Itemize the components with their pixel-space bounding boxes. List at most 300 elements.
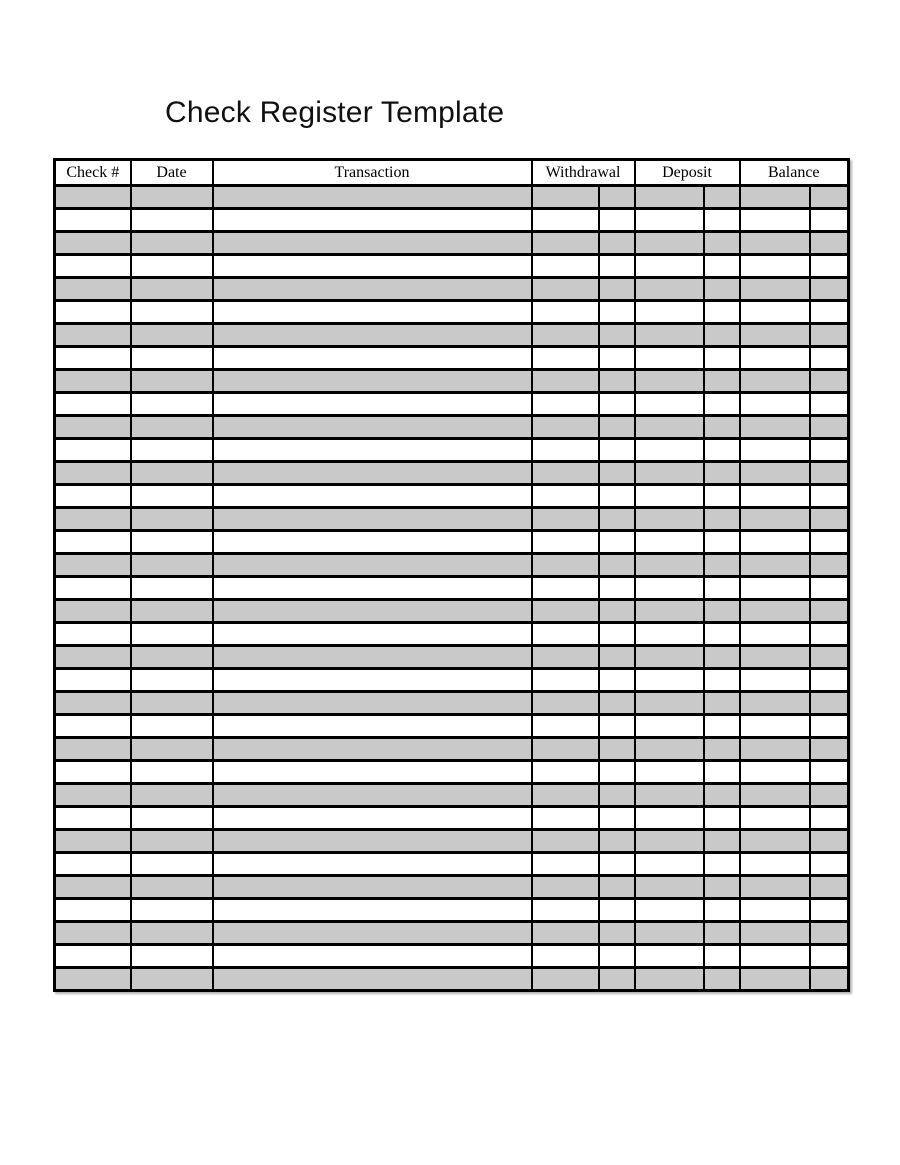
register-cell <box>635 301 704 324</box>
register-rows <box>55 186 849 991</box>
register-cell <box>599 830 635 853</box>
register-row <box>55 577 849 600</box>
register-row <box>55 531 849 554</box>
register-cell <box>810 370 849 393</box>
register-cell <box>55 784 131 807</box>
register-row <box>55 738 849 761</box>
register-cell <box>635 186 704 209</box>
register-cell <box>599 416 635 439</box>
register-cell <box>131 761 213 784</box>
register-row <box>55 393 849 416</box>
register-cell <box>599 186 635 209</box>
register-cell <box>599 968 635 991</box>
register-cell <box>532 554 599 577</box>
register-row <box>55 715 849 738</box>
column-header-date: Date <box>131 160 213 186</box>
register-cell <box>740 830 810 853</box>
register-cell <box>599 347 635 370</box>
register-cell <box>55 715 131 738</box>
register-cell <box>213 853 532 876</box>
register-cell <box>55 232 131 255</box>
register-cell <box>532 416 599 439</box>
register-cell <box>131 899 213 922</box>
register-cell <box>532 600 599 623</box>
register-cell <box>810 278 849 301</box>
register-cell <box>599 922 635 945</box>
register-row <box>55 692 849 715</box>
register-cell <box>599 669 635 692</box>
register-cell <box>131 738 213 761</box>
register-cell <box>635 347 704 370</box>
register-cell <box>599 508 635 531</box>
register-cell <box>213 807 532 830</box>
register-cell <box>55 439 131 462</box>
register-cell <box>532 485 599 508</box>
register-cell <box>810 738 849 761</box>
register-cell <box>55 462 131 485</box>
register-cell <box>131 393 213 416</box>
register-cell <box>213 600 532 623</box>
register-cell <box>55 301 131 324</box>
register-row <box>55 899 849 922</box>
register-cell <box>599 761 635 784</box>
register-cell <box>740 393 810 416</box>
register-row <box>55 347 849 370</box>
register-cell <box>599 393 635 416</box>
register-cell <box>740 876 810 899</box>
register-cell <box>704 784 740 807</box>
register-cell <box>599 255 635 278</box>
register-cell <box>213 209 532 232</box>
register-cell <box>704 968 740 991</box>
register-cell <box>635 830 704 853</box>
register-cell <box>599 232 635 255</box>
register-cell <box>810 945 849 968</box>
register-cell <box>532 370 599 393</box>
register-row <box>55 462 849 485</box>
register-cell <box>532 462 599 485</box>
register-cell <box>131 531 213 554</box>
column-header-balance: Balance <box>740 160 849 186</box>
register-cell <box>810 623 849 646</box>
register-row <box>55 370 849 393</box>
register-row <box>55 623 849 646</box>
register-cell <box>532 968 599 991</box>
register-cell <box>635 462 704 485</box>
register-cell <box>532 853 599 876</box>
register-cell <box>810 830 849 853</box>
register-cell <box>532 577 599 600</box>
register-cell <box>740 646 810 669</box>
register-cell <box>740 209 810 232</box>
register-cell <box>810 784 849 807</box>
register-cell <box>635 899 704 922</box>
register-cell <box>704 646 740 669</box>
register-cell <box>740 577 810 600</box>
register-cell <box>532 899 599 922</box>
register-cell <box>55 899 131 922</box>
register-cell <box>131 968 213 991</box>
register-cell <box>599 807 635 830</box>
register-cell <box>131 278 213 301</box>
register-cell <box>131 577 213 600</box>
register-cell <box>704 623 740 646</box>
register-cell <box>740 600 810 623</box>
register-cell <box>55 853 131 876</box>
register-cell <box>810 255 849 278</box>
register-cell <box>635 945 704 968</box>
register-cell <box>532 761 599 784</box>
register-cell <box>740 692 810 715</box>
register-cell <box>213 232 532 255</box>
register-cell <box>599 324 635 347</box>
register-cell <box>704 715 740 738</box>
register-cell <box>131 462 213 485</box>
register-cell <box>532 876 599 899</box>
register-cell <box>704 945 740 968</box>
register-cell <box>55 554 131 577</box>
register-cell <box>810 669 849 692</box>
register-row <box>55 830 849 853</box>
register-cell <box>213 393 532 416</box>
register-cell <box>635 508 704 531</box>
register-cell <box>704 692 740 715</box>
register-cell <box>55 600 131 623</box>
register-cell <box>704 485 740 508</box>
register-cell <box>55 623 131 646</box>
register-row <box>55 209 849 232</box>
register-cell <box>810 485 849 508</box>
register-cell <box>704 761 740 784</box>
register-row <box>55 232 849 255</box>
register-cell <box>704 278 740 301</box>
register-cell <box>704 324 740 347</box>
register-row <box>55 508 849 531</box>
register-cell <box>740 968 810 991</box>
register-cell <box>55 669 131 692</box>
register-cell <box>635 761 704 784</box>
register-cell <box>599 531 635 554</box>
register-cell <box>704 531 740 554</box>
register-cell <box>599 554 635 577</box>
register-cell <box>704 439 740 462</box>
register-cell <box>532 531 599 554</box>
register-cell <box>55 876 131 899</box>
register-cell <box>810 324 849 347</box>
register-cell <box>599 577 635 600</box>
register-cell <box>635 439 704 462</box>
register-cell <box>740 278 810 301</box>
register-cell <box>740 439 810 462</box>
register-cell <box>131 669 213 692</box>
register-cell <box>740 255 810 278</box>
register-cell <box>532 232 599 255</box>
register-cell <box>55 531 131 554</box>
register-cell <box>131 301 213 324</box>
register-cell <box>213 186 532 209</box>
register-row <box>55 761 849 784</box>
register-cell <box>740 531 810 554</box>
register-cell <box>704 830 740 853</box>
register-cell <box>740 462 810 485</box>
register-cell <box>213 922 532 945</box>
register-cell <box>635 600 704 623</box>
register-cell <box>599 301 635 324</box>
register-cell <box>55 209 131 232</box>
register-cell <box>810 232 849 255</box>
register-cell <box>532 738 599 761</box>
register-cell <box>704 301 740 324</box>
register-cell <box>599 692 635 715</box>
register-cell <box>704 232 740 255</box>
register-cell <box>213 577 532 600</box>
register-cell <box>55 761 131 784</box>
register-cell <box>213 968 532 991</box>
register-cell <box>532 922 599 945</box>
register-cell <box>704 347 740 370</box>
register-cell <box>213 347 532 370</box>
register-cell <box>635 278 704 301</box>
register-cell <box>55 416 131 439</box>
register-cell <box>740 554 810 577</box>
register-cell <box>810 393 849 416</box>
register-cell <box>532 324 599 347</box>
register-cell <box>55 370 131 393</box>
register-cell <box>55 278 131 301</box>
register-cell <box>810 761 849 784</box>
register-cell <box>599 715 635 738</box>
register-cell <box>810 600 849 623</box>
register-cell <box>131 232 213 255</box>
register-cell <box>131 554 213 577</box>
register-cell <box>704 416 740 439</box>
register-cell <box>740 347 810 370</box>
register-cell <box>131 439 213 462</box>
register-row <box>55 784 849 807</box>
register-cell <box>532 508 599 531</box>
register-cell <box>55 945 131 968</box>
register-cell <box>131 807 213 830</box>
register-cell <box>131 945 213 968</box>
register-cell <box>599 853 635 876</box>
register-cell <box>704 600 740 623</box>
register-cell <box>599 278 635 301</box>
register-cell <box>55 807 131 830</box>
register-cell <box>599 485 635 508</box>
register-cell <box>213 508 532 531</box>
register-cell <box>635 807 704 830</box>
register-cell <box>740 416 810 439</box>
register-cell <box>213 830 532 853</box>
register-cell <box>810 347 849 370</box>
register-cell <box>55 255 131 278</box>
register-cell <box>704 209 740 232</box>
register-cell <box>131 324 213 347</box>
register-cell <box>55 968 131 991</box>
register-cell <box>213 692 532 715</box>
register-cell <box>810 301 849 324</box>
register-cell <box>599 209 635 232</box>
register-cell <box>810 646 849 669</box>
register-cell <box>635 485 704 508</box>
register-row <box>55 554 849 577</box>
register-cell <box>810 462 849 485</box>
register-cell <box>599 784 635 807</box>
register-cell <box>704 508 740 531</box>
register-row <box>55 278 849 301</box>
register-cell <box>810 531 849 554</box>
register-cell <box>810 715 849 738</box>
register-cell <box>635 577 704 600</box>
register-cell <box>704 370 740 393</box>
register-row <box>55 301 849 324</box>
register-cell <box>213 255 532 278</box>
register-cell <box>532 209 599 232</box>
register-cell <box>131 646 213 669</box>
register-cell <box>131 623 213 646</box>
register-cell <box>635 531 704 554</box>
register-cell <box>704 807 740 830</box>
register-cell <box>810 968 849 991</box>
register-row <box>55 255 849 278</box>
register-cell <box>810 807 849 830</box>
register-cell <box>810 439 849 462</box>
register-cell <box>810 416 849 439</box>
register-cell <box>635 255 704 278</box>
register-cell <box>213 416 532 439</box>
register-cell <box>131 853 213 876</box>
register-row <box>55 646 849 669</box>
register-cell <box>213 784 532 807</box>
register-cell <box>131 255 213 278</box>
register-cell <box>55 830 131 853</box>
register-cell <box>740 738 810 761</box>
register-cell <box>213 370 532 393</box>
register-cell <box>55 186 131 209</box>
register-row <box>55 669 849 692</box>
register-cell <box>55 393 131 416</box>
register-cell <box>213 462 532 485</box>
register-cell <box>704 186 740 209</box>
register-cell <box>740 485 810 508</box>
register-cell <box>213 646 532 669</box>
register-cell <box>704 554 740 577</box>
register-cell <box>704 393 740 416</box>
register-cell <box>704 853 740 876</box>
register-cell <box>599 945 635 968</box>
register-cell <box>213 761 532 784</box>
register-cell <box>635 669 704 692</box>
register-cell <box>532 945 599 968</box>
register-cell <box>810 508 849 531</box>
register-cell <box>532 646 599 669</box>
register-cell <box>131 830 213 853</box>
register-cell <box>599 876 635 899</box>
register-row <box>55 324 849 347</box>
register-cell <box>635 784 704 807</box>
register-cell <box>599 462 635 485</box>
register-cell <box>599 738 635 761</box>
register-cell <box>635 232 704 255</box>
register-cell <box>599 600 635 623</box>
register-cell <box>213 876 532 899</box>
register-cell <box>740 301 810 324</box>
register-row <box>55 876 849 899</box>
register-cell <box>810 899 849 922</box>
register-cell <box>532 623 599 646</box>
register-cell <box>55 324 131 347</box>
register-row <box>55 922 849 945</box>
register-cell <box>213 623 532 646</box>
register-cell <box>635 738 704 761</box>
register-cell <box>213 531 532 554</box>
register-cell <box>740 784 810 807</box>
register-cell <box>131 715 213 738</box>
register-cell <box>740 761 810 784</box>
register-cell <box>131 416 213 439</box>
register-cell <box>740 945 810 968</box>
register-cell <box>704 738 740 761</box>
header-row <box>55 160 849 186</box>
register-cell <box>131 347 213 370</box>
register-cell <box>740 508 810 531</box>
register-cell <box>635 692 704 715</box>
register-cell <box>532 278 599 301</box>
register-cell <box>532 393 599 416</box>
register-row <box>55 968 849 991</box>
register-cell <box>810 186 849 209</box>
register-cell <box>704 899 740 922</box>
column-header-transaction: Transaction <box>213 160 532 186</box>
register-cell <box>635 922 704 945</box>
register-row <box>55 807 849 830</box>
register-cell <box>635 554 704 577</box>
register-cell <box>704 922 740 945</box>
register-cell <box>131 370 213 393</box>
page-title: Check Register Template <box>165 96 505 129</box>
register-cell <box>599 439 635 462</box>
register-cell <box>532 784 599 807</box>
register-cell <box>55 646 131 669</box>
register-cell <box>55 738 131 761</box>
register-cell <box>635 370 704 393</box>
register-cell <box>131 600 213 623</box>
register-cell <box>213 278 532 301</box>
register-row <box>55 186 849 209</box>
register-cell <box>213 301 532 324</box>
register-cell <box>532 807 599 830</box>
register-cell <box>213 439 532 462</box>
register-cell <box>740 324 810 347</box>
register-cell <box>532 669 599 692</box>
register-row <box>55 945 849 968</box>
register-cell <box>532 439 599 462</box>
register-cell <box>810 692 849 715</box>
register-cell <box>740 922 810 945</box>
register-cell <box>213 324 532 347</box>
column-header-check: Check # <box>55 160 131 186</box>
column-header-withdrawal: Withdrawal <box>532 160 635 186</box>
register-cell <box>131 508 213 531</box>
register-cell <box>213 738 532 761</box>
register-cell <box>131 485 213 508</box>
register-cell <box>55 577 131 600</box>
register-cell <box>213 945 532 968</box>
register-cell <box>810 554 849 577</box>
register-cell <box>810 209 849 232</box>
register-cell <box>740 232 810 255</box>
register-cell <box>810 853 849 876</box>
